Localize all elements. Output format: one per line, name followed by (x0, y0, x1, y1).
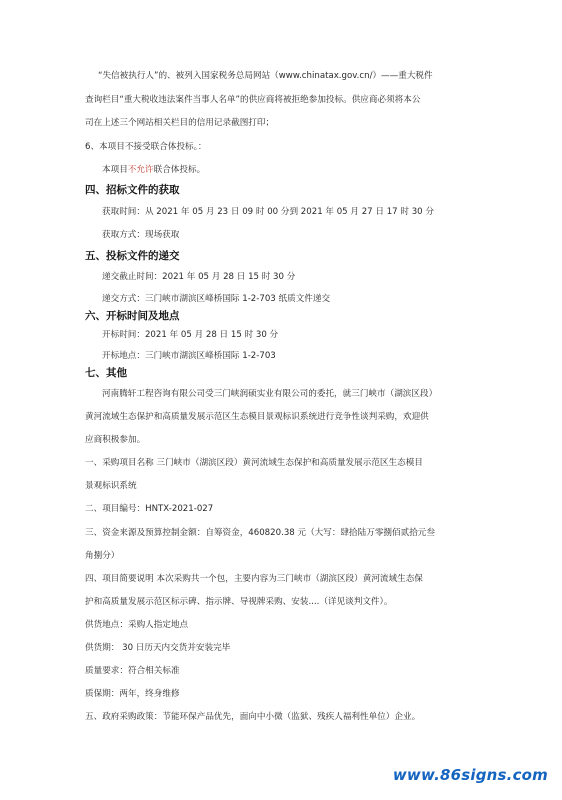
section-heading-4: 四、招标文件的获取 (85, 184, 180, 196)
detail-line: 四、项目简要说明 本次采购共一个包，主要内容为三门峡市（湖滨区段）黄河流域生态保 (85, 574, 423, 584)
detail-line: 景观标识系统 (85, 481, 137, 491)
detail-line: 角捌分） (85, 551, 120, 561)
acquire-time: 获取时间：从 2021 年 05 月 23 日 09 时 00 分到 2021 年 05 月 27 日 17 时 30 分 (102, 207, 434, 217)
section-heading-5: 五、投标文件的递交 (85, 250, 180, 262)
consortium-line (102, 164, 205, 176)
detail-line: 供货地点：采购人指定地点 (85, 620, 189, 630)
body-line: 司在上述三个网站相关栏目的信用记录截图打印； (85, 118, 275, 128)
detail-line: 三、资金来源及预算控制金额：自筹资金，460820.38 元（大写：肆拾陆万零捌佰贰拾元叁 (85, 528, 435, 538)
section-heading-7: 七、其他 (85, 367, 127, 379)
consortium-suffix: 联合体投标。 (153, 165, 206, 175)
body-line: 6、本项目不接受联合体投标。： (85, 142, 207, 152)
submit-method: 递交方式：三门峡市湖滨区峰桥国际 1-2-703 纸质文件递交 (102, 294, 331, 304)
opening-time: 开标时间：2021 年 05 月 28 日 15 时 30 分 (102, 330, 279, 340)
detail-line: 五、政府采购政策：节能环保产品优先，面向中小微（监狱、残疾人福利性单位）企业。 (85, 712, 421, 722)
body-line: “失信被执行人”的、被列入国家税务总局网站（www.chinatax.gov.cn/）——重大税件 (98, 71, 433, 81)
consortium-prefix: 本项目 (102, 165, 128, 175)
watermark-url[interactable]: www.86signs.com (392, 766, 548, 784)
detail-line: 质保期：两年，终身维修 (85, 689, 180, 699)
consortium-emphasis: 不允许 (127, 165, 154, 175)
other-line: 黄河流域生态保护和高质量发展示范区生态模目景观标识系统进行竞争性谈判采购，欢迎供 (85, 412, 429, 422)
opening-place: 开标地点：三门峡市湖滨区峰桥国际 1-2-703 (102, 351, 276, 361)
detail-line: 一、采购项目名称 三门峡市（湖滨区段）黄河流域生态保护和高质量发展示范区生态模目 (85, 458, 423, 468)
body-line: 查询栏目“重大税收违法案件当事人名单”的供应商将被拒绝参加投标。供应商必须将本公 (85, 95, 421, 105)
other-line: 河南腾轩工程咨询有限公司受三门峡润硕实业有限公司的委托，就三门峡市（湖滨区段） (102, 389, 438, 399)
detail-line: 二、项目编号：HNTX-2021-027 (85, 504, 214, 514)
submit-deadline: 递交截止时间：2021 年 05 月 28 日 15 时 30 分 (102, 272, 296, 282)
detail-line: 质量要求：符合相关标准 (85, 666, 180, 676)
section-heading-6: 六、开标时间及地点 (85, 310, 180, 322)
other-line: 应商积极参加。 (85, 435, 146, 445)
detail-line: 供货期： 30 日历天内交货并安装完毕 (85, 643, 231, 653)
acquire-method: 获取方式：现场获取 (102, 230, 180, 240)
detail-line: 护和高质量发展示范区标示碑、指示牌、导视牌采购、安装....（详见谈判文件）。 (85, 597, 393, 607)
